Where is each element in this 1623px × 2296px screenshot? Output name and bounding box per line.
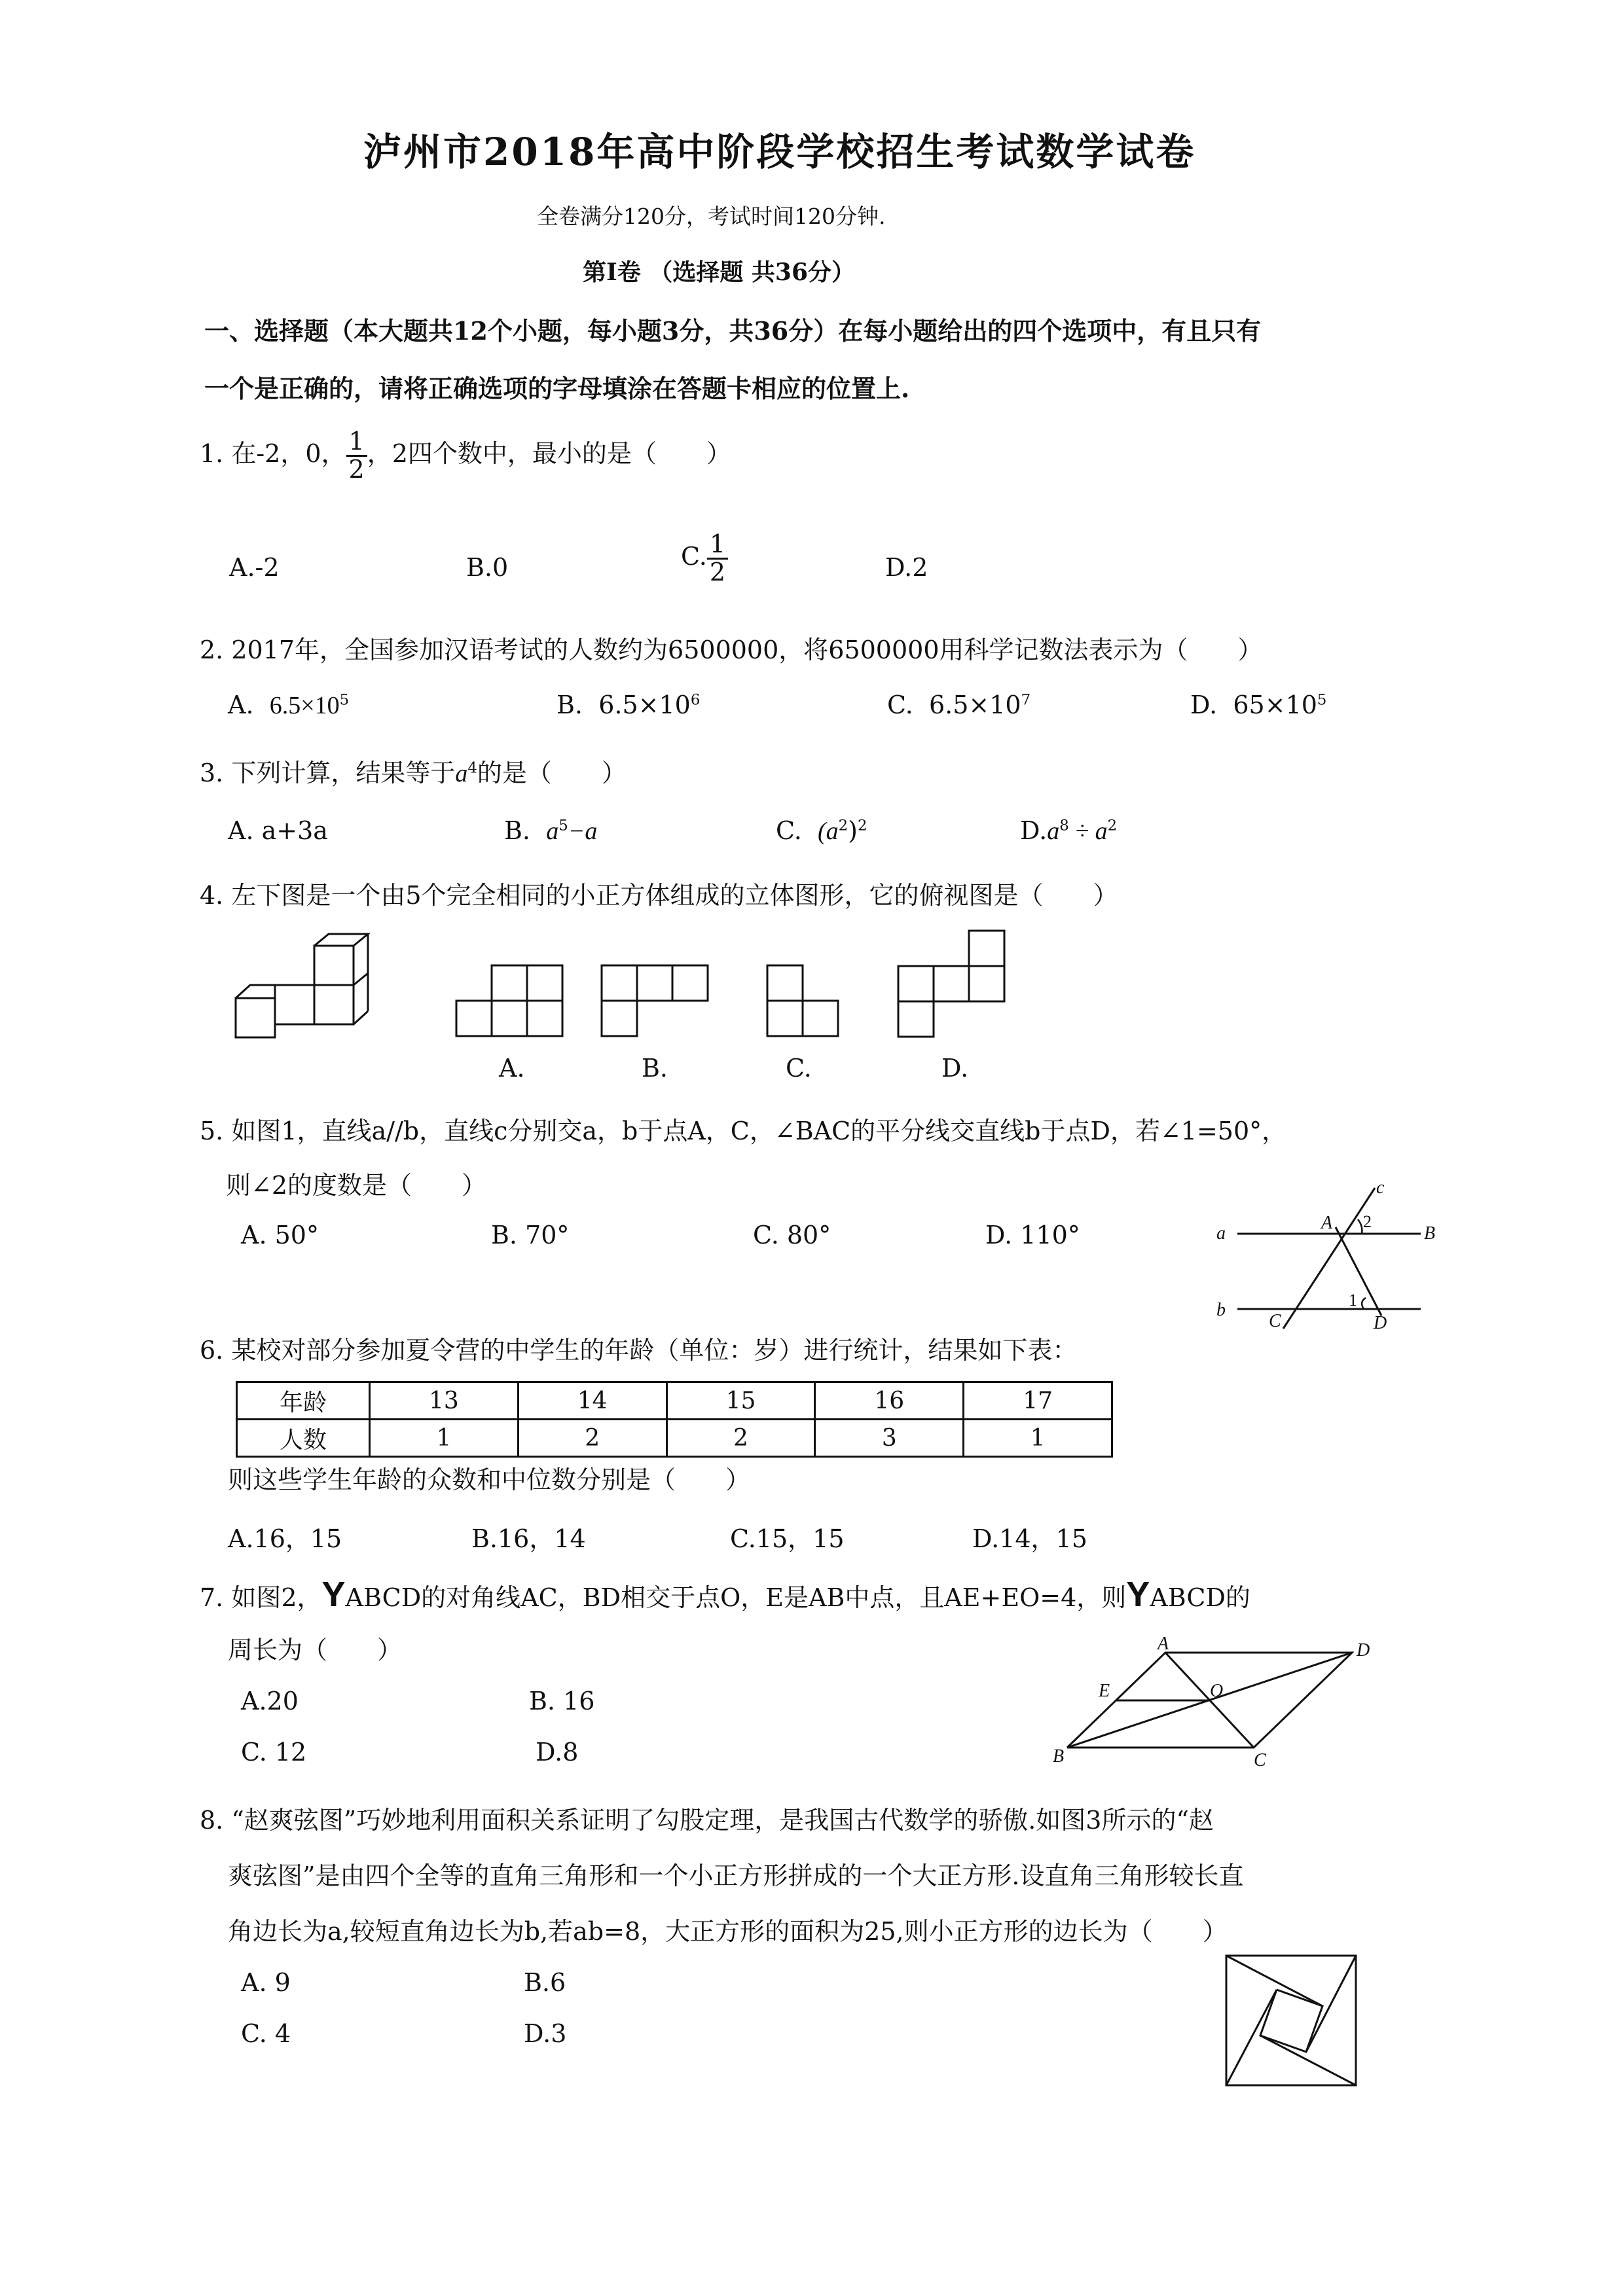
question-1 <box>200 429 731 483</box>
table-row <box>237 1420 1112 1457</box>
q2-b-label: B. <box>556 691 583 719</box>
q7-option-a: A.20 <box>241 1687 299 1715</box>
q7-option-d: D.8 <box>536 1738 579 1767</box>
q3-d-a: a <box>1047 817 1060 845</box>
q3-b-a: a <box>546 817 559 845</box>
q7-label-D: D <box>1357 1640 1370 1660</box>
q5-option-b: B. 70° <box>491 1221 570 1249</box>
table-cell: 15 <box>666 1382 815 1420</box>
q5-label-b: b <box>1216 1300 1226 1320</box>
q4-option-d-figure <box>897 929 1008 1041</box>
q1-optc-num: 1 <box>707 531 728 560</box>
q4-option-a-figure <box>455 964 566 1039</box>
section-instructions-line1: 一、选择题（本大题共12个小题，每小题3分，共36分）在每小题给出的四个选项中，有且只有 <box>204 316 1262 346</box>
q2-d-base: 65×10 <box>1233 691 1317 719</box>
table-cell: 2 <box>666 1420 815 1457</box>
q5-label-C: C <box>1269 1311 1281 1331</box>
q3-c-close: ) <box>848 816 858 845</box>
q2-option-a <box>228 691 349 720</box>
page-title: 泸州市2018年高中阶段学校招生考试数学试卷 <box>363 130 1196 174</box>
q7-label-C: C <box>1254 1750 1266 1770</box>
q5-option-a: A. 50° <box>241 1221 319 1249</box>
q5-figure-parallel-lines <box>1211 1177 1440 1335</box>
table-cell: 13 <box>370 1382 519 1420</box>
q3-d-label: D. <box>1020 816 1048 845</box>
q2-a-base: 6.5×10 <box>269 692 340 719</box>
q4-option-d-label: D. <box>941 1054 969 1083</box>
q4-option-c-label: C. <box>786 1054 812 1083</box>
q6-option-b: B.16，14 <box>471 1524 586 1553</box>
q1-text-pre: 1. 在-2，0， <box>200 439 346 468</box>
q5-label-angle1: 1 <box>1349 1291 1357 1310</box>
q7-label-E: E <box>1099 1681 1110 1701</box>
table-cell: 年龄 <box>237 1382 370 1420</box>
question-4: 4. 左下图是一个由5个完全相同的小正方体组成的立体图形，它的俯视图是（ ） <box>200 881 1118 910</box>
q1-option-c-fraction <box>707 531 728 586</box>
q3-d-exp1: 8 <box>1059 817 1069 834</box>
table-cell: 1 <box>370 1420 519 1457</box>
q1-optc-den: 2 <box>709 557 725 586</box>
q1-option-c-label: C. <box>681 541 707 571</box>
q2-a-label: A. <box>228 691 254 719</box>
q3-var: a <box>455 760 468 787</box>
q1-frac-den: 2 <box>348 454 365 484</box>
q7-option-b: B. 16 <box>529 1687 595 1715</box>
question-8-line2: 爽弦图”是由四个全等的直角三角形和一个小正方形拼成的一个大正方形.设直角三角形较长直 <box>228 1861 1244 1890</box>
q5-label-angle2: 2 <box>1363 1212 1372 1231</box>
q3-c-label: C. <box>776 816 802 845</box>
q3-option-d <box>1020 816 1117 846</box>
q7-figure-parallelogram <box>1041 1634 1381 1770</box>
q7-label-A: A <box>1158 1634 1169 1654</box>
q3-option-a: A. a+3a <box>228 816 328 845</box>
table-row <box>237 1382 1112 1420</box>
q3-c-inner: 2 <box>838 817 848 834</box>
question-3 <box>200 753 627 789</box>
q3-b-exp: 5 <box>558 817 568 834</box>
q2-c-label: C. <box>887 691 913 719</box>
table-cell: 人数 <box>237 1420 370 1457</box>
q4-solid-figure <box>230 933 401 1044</box>
q7-label-O: O <box>1210 1681 1224 1701</box>
q5-option-c: C. 80° <box>753 1221 831 1249</box>
q7-option-c: C. 12 <box>241 1738 307 1767</box>
q4-option-a-label: A. <box>499 1054 525 1083</box>
table-cell: 14 <box>518 1382 666 1420</box>
q4-option-c-figure <box>766 964 841 1039</box>
part-heading: 第Ⅰ卷 （选择题 共36分） <box>583 259 856 286</box>
table-cell: 17 <box>964 1382 1112 1420</box>
q6-option-a: A.16，15 <box>228 1524 342 1553</box>
q3-option-c <box>776 816 867 846</box>
q1-option-d: D.2 <box>885 553 928 582</box>
q3-b-label: B. <box>504 816 531 845</box>
q2-c-exp: 7 <box>1021 691 1031 709</box>
question-8-line1: 8. “赵爽弦图”巧妙地利用面积关系证明了勾股定理，是我国古代数学的骄傲.如图3所示的“赵 <box>200 1806 1214 1835</box>
table-cell: 2 <box>518 1420 666 1457</box>
q2-d-exp: 5 <box>1317 691 1327 709</box>
q2-a-exp: 5 <box>339 691 350 709</box>
q8-option-d: D.3 <box>524 2019 567 2048</box>
q1-option-a: A.-2 <box>229 553 280 582</box>
table-cell: 16 <box>815 1382 964 1420</box>
question-8-line3: 角边长为a,较短直角边长为b,若ab=8，大正方形的面积为25,则小正方形的边长为（ ） <box>228 1917 1228 1946</box>
q3-option-b <box>504 816 597 846</box>
q1-text-post: ，2四个数中，最小的是（ ） <box>367 439 731 468</box>
q8-figure-zhaoshuang-diagram <box>1224 1954 1362 2091</box>
section-instructions-line2: 一个是正确的，请将正确选项的字母填涂在答题卡相应的位置上. <box>204 374 910 403</box>
age-table <box>236 1381 1113 1458</box>
question-6-followup: 则这些学生年龄的众数和中位数分别是（ ） <box>228 1465 751 1494</box>
q3-exp: 4 <box>467 759 477 777</box>
question-7-line2: 周长为（ ） <box>228 1636 403 1664</box>
parallelogram-symbol: Y <box>321 1575 346 1614</box>
table-cell: 3 <box>815 1420 964 1457</box>
question-2: 2. 2017年，全国参加汉语考试的人数约为6500000，将6500000用科学记数法表示为（ ） <box>200 636 1263 664</box>
q8-option-c: C. 4 <box>241 2019 291 2048</box>
q8-option-a: A. 9 <box>241 1968 291 1997</box>
q4-option-b-label: B. <box>642 1054 668 1083</box>
parallelogram-symbol: Y <box>1126 1575 1150 1614</box>
q3-c-outer: 2 <box>857 817 867 834</box>
q5-option-d: D. 110° <box>985 1221 1080 1249</box>
question-5-line1: 5. 如图1，直线a//b，直线c分别交a，b于点A，C，∠BAC的平分线交直线b于点D，若∠1=50°， <box>200 1117 1287 1145</box>
q5-label-B: B <box>1424 1223 1436 1244</box>
q7-text-mid: ABCD的对角线AC，BD相交于点O，E是AB中点，且AE+EO=4，则 <box>345 1583 1127 1612</box>
q3-text-pre: 3. 下列计算，结果等于 <box>200 759 456 787</box>
q1-frac-num: 1 <box>346 429 367 457</box>
q1-option-b: B.0 <box>466 553 509 582</box>
q5-label-D: D <box>1374 1313 1387 1333</box>
q2-b-base: 6.5×10 <box>598 691 691 719</box>
q2-option-b <box>556 691 700 719</box>
q2-b-exp: 6 <box>690 691 701 709</box>
q6-option-d: D.14，15 <box>972 1524 1087 1553</box>
q2-d-label: D. <box>1190 691 1218 719</box>
question-7-line1 <box>200 1574 1250 1615</box>
question-5-line2: 则∠2的度数是（ ） <box>226 1171 487 1200</box>
q3-b-rest: −a <box>568 817 598 845</box>
table-cell: 1 <box>964 1420 1112 1457</box>
q1-fraction <box>346 429 367 483</box>
exam-info: 全卷满分120分，考试时间120分钟. <box>537 204 886 229</box>
q7-text-pre: 7. 如图2， <box>200 1583 322 1612</box>
q1-option-c <box>681 531 728 586</box>
question-6: 6. 某校对部分参加夏令营的中学生的年龄（单位：岁）进行统计，结果如下表： <box>200 1336 1078 1365</box>
q8-option-b: B.6 <box>524 1968 566 1997</box>
q7-label-B: B <box>1053 1746 1065 1767</box>
q5-label-a: a <box>1216 1223 1226 1244</box>
q2-option-d <box>1190 691 1326 719</box>
q3-c-expr: (a <box>817 817 839 845</box>
q2-option-c <box>887 691 1030 719</box>
q3-text-post: 的是（ ） <box>477 759 627 787</box>
q3-d-div: ÷ a <box>1068 817 1108 845</box>
q4-option-b-figure <box>600 964 712 1039</box>
q2-c-base: 6.5×10 <box>928 691 1021 719</box>
q5-label-A: A <box>1321 1213 1333 1233</box>
q5-label-c: c <box>1376 1177 1385 1198</box>
q3-d-exp2: 2 <box>1107 817 1118 834</box>
q6-option-c: C.15，15 <box>730 1524 845 1553</box>
q7-text-post: ABCD的 <box>1150 1583 1250 1612</box>
